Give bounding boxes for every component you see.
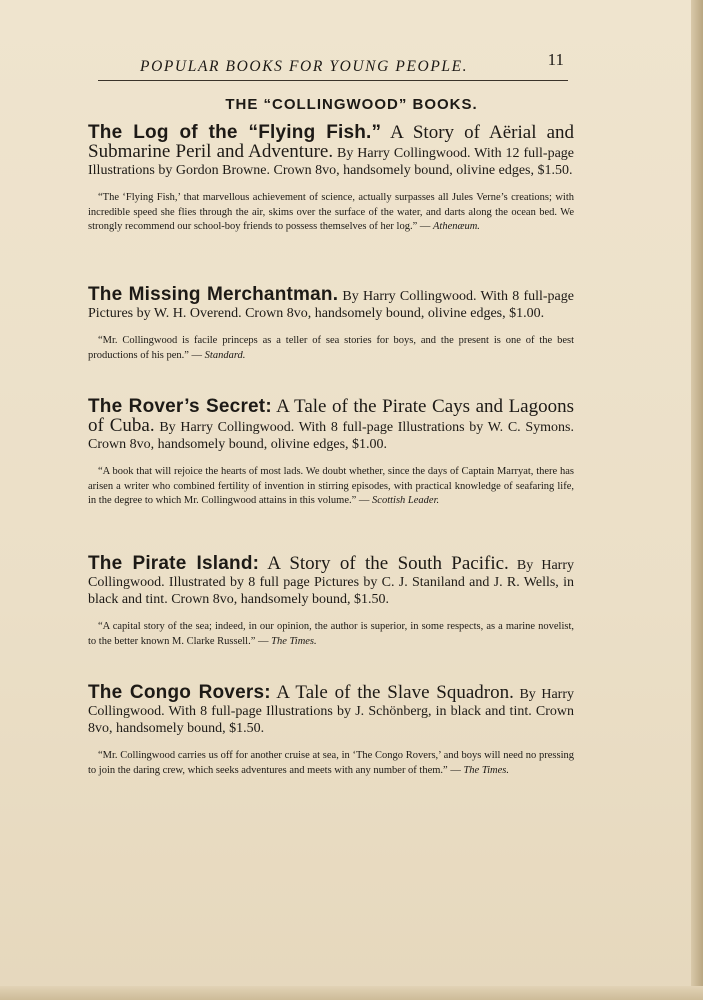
book-title: The Log of the “Flying Fish.”: [88, 122, 382, 143]
review-text: “The ‘Flying Fish,’ that marvellous achievement of science, actually surpasses all Jules Verne’s creations; with incredible speed she flies through the air, skims over the surface of the water, and darts along the ocean bed. We strongly recommend our school-boy friends to possess themselves of her log.” —: [88, 192, 574, 232]
book-details: By Harry Collingwood. With 12 full-page Illustrations by Gordon Browne. Crown 8vo, handsomely bound, olivine edges, $1.50.: [88, 146, 574, 178]
review-text: “Mr. Collingwood is facile princeps as a teller of sea stories for boys, and the present is one of the best productions of his pen.” —: [88, 335, 574, 361]
review-text: “Mr. Collingwood carries us off for another cruise at sea, in ‘The Congo Rovers,’ and boys will need no pressing to join the daring crew, which seeks adventures and meets with any number of them.” —: [88, 750, 574, 776]
book-description: [88, 684, 574, 737]
running-title: POPULAR BOOKS FOR YOUNG PEOPLE.: [140, 58, 469, 75]
review-source: Scottish Leader.: [372, 495, 440, 506]
book-review: [88, 465, 574, 509]
book-review: [88, 191, 574, 235]
book-title: The Missing Merchantman.: [88, 284, 339, 305]
running-header: [98, 48, 568, 81]
book-subtitle: A Story of Aërial and Submarine Peril and Adventure.: [88, 122, 575, 162]
review-source: Athenæum.: [432, 221, 480, 232]
review-text: “A book that will rejoice the hearts of most lads. We doubt whether, since the days of Captain Marryat, there has arisen a writer who combined fertility of invention in stirring episodes, with practical knowledge of seafaring life, in the degree to which Mr. Collingwood attains in this volume.” —: [88, 466, 574, 506]
book-title: The Pirate Island:: [88, 553, 260, 574]
book-entry-rovers-secret: [88, 398, 574, 509]
book-description: [88, 286, 574, 322]
book-details: By Harry Collingwood. With 8 full-page Illustrations by J. Schönberg, in black and tint. Crown 8vo, handsomely bound, $1.50.: [88, 687, 574, 736]
page-edge-shadow: [691, 0, 703, 1000]
review-source: The Times.: [463, 764, 509, 776]
book-description: [88, 398, 574, 453]
book-title: The Rover’s Secret:: [88, 396, 272, 417]
book-title: The Congo Rovers:: [88, 682, 271, 703]
book-entry-congo-rovers: [88, 684, 574, 778]
book-entry-log-of-the-flying-fish: [88, 124, 574, 235]
review-source: Standard.: [204, 349, 246, 361]
page-number: 11: [547, 50, 564, 69]
book-entry-pirate-island: [88, 555, 574, 649]
series-title: THE “COLLINGWOOD” BOOKS.: [225, 96, 478, 113]
page-bottom-edge: [0, 986, 703, 1000]
book-review: [88, 749, 574, 778]
book-subtitle: A Tale of the Pirate Cays and Lagoons of Cuba.: [88, 396, 574, 436]
book-entry-missing-merchantman: [88, 286, 574, 363]
review-text: “A capital story of the sea; indeed, in our opinion, the author is superior, in some respects, as a marine novelist, to the better known M. Clarke Russell.” —: [88, 621, 574, 647]
book-details: By Harry Collingwood. Illustrated by 8 full page Pictures by C. J. Staniland and J. R. Wells, in black and tint. Crown 8vo, handsomely bound, $1.50.: [88, 558, 574, 607]
review-source: The Times.: [271, 635, 317, 647]
book-description: [88, 555, 574, 608]
book-details: By Harry Collingwood. With 8 full-page Pictures by W. H. Overend. Crown 8vo, handsomely bound, olivine edges, $1.00.: [88, 289, 574, 321]
book-details: By Harry Collingwood. With 8 full-page Illustrations by W. C. Symons. Crown 8vo, handsomely bound, olivine edges, $1.00.: [88, 420, 574, 452]
book-subtitle: A Tale of the Slave Squadron.: [276, 682, 514, 703]
book-subtitle: A Story of the South Pacific.: [267, 553, 509, 574]
book-review: [88, 334, 574, 363]
book-review: [88, 620, 574, 649]
book-description: [88, 124, 574, 179]
